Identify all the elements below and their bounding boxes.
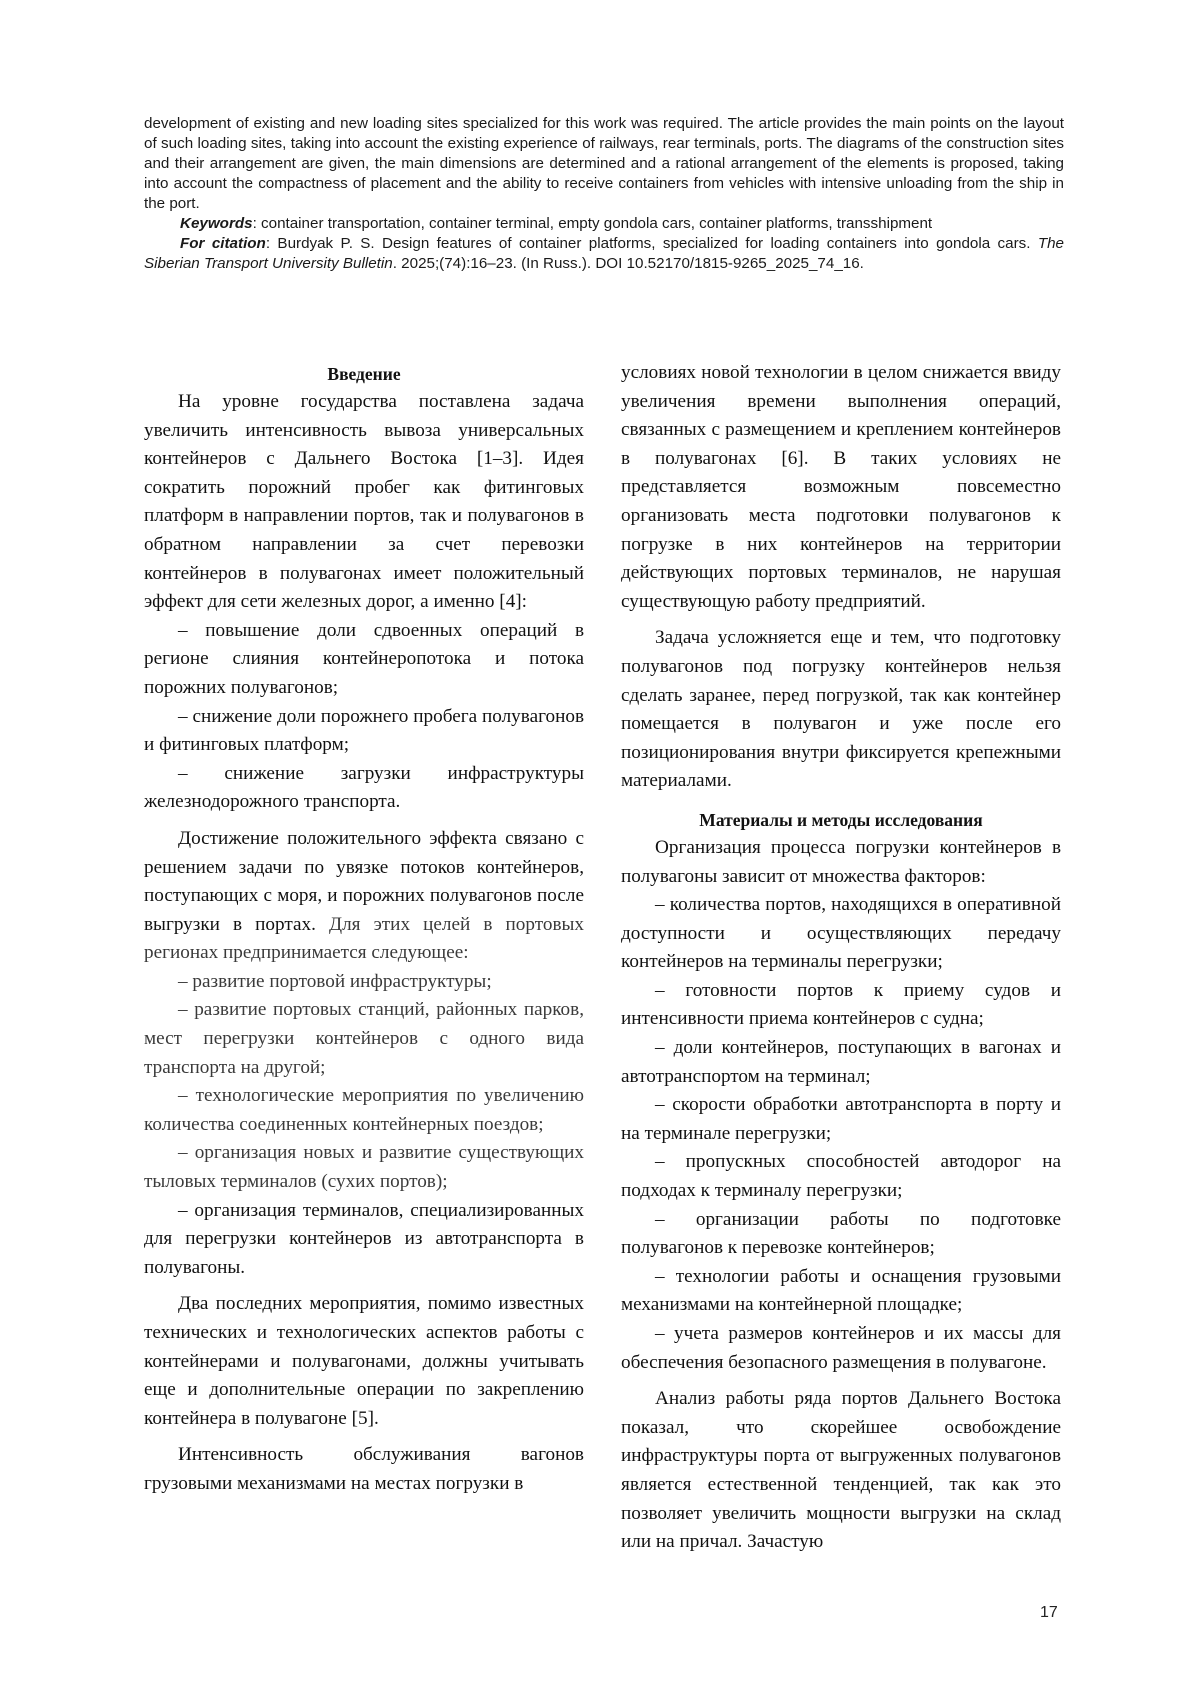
list-item: – снижение загрузки инфраструктуры железнодорожного транспорта. [144, 762, 584, 813]
abstract-tail: development of existing and new loading sites specialized for this work was required. The article provides the main points on the layout of such loading sites, taking into account the existing experience of railways, rear terminals, ports. The diagrams of the construction sites and their arrangement are given, the main dimensions are determined and a rational arrangement of the elements is proposed, taking into account the compactness of placement and the ability to receive containers from vehicles with intensive unloading from the ship in the port. [144, 115, 1064, 212]
paragraph: Анализ работы ряда портов Дальнего Востока показал, что скорейшее освобождение инфраструктуры порта от выгруженных полувагонов является естественной тенденцией, так как это позволяет увеличить мощности выгрузки на склад или на причал. Зачастую [621, 1388, 1061, 1553]
list-item: – технологические мероприятия по увеличению количества соединенных контейнерных поездов; [144, 1085, 584, 1135]
paragraph-part: Для этих целей в портовых регионах предпринимается следующее: [144, 913, 584, 964]
section-heading-methods: Материалы и методы исследования [699, 809, 983, 830]
list-item: – организация новых и развитие существующих тыловых терминалов (сухих портов); [144, 1142, 584, 1193]
page-number: 17 [1040, 1604, 1058, 1621]
paragraph: Организация процесса погрузки контейнеров в полувагоны зависит от множества факторов: [621, 836, 1061, 887]
list-item: – повышение доли сдвоенных операций в регионе слияния контейнеропотока и потока порожних полувагонов; [144, 619, 584, 698]
paragraph-part: Достижение положительного эффекта связано с решением задачи по увязке потоков контейнеров, поступающих с моря, и порожних полувагонов после выгрузки в портах. [144, 827, 584, 935]
list-item: – учета размеров контейнеров и их массы для обеспечения безопасного размещения в полувагоне. [621, 1323, 1061, 1373]
paragraph: условиях новой технологии в целом снижается ввиду увеличения времени выполнения операций, связанных с размещением и креплением контейнеров в полувагонах [6]. В таких условиях не представляется возможным повсеместно организовать места подготовки полувагонов к погрузке в них контейнеров на территории действующих портовых терминалов, не нарушая существующую работу предприятий. [621, 362, 1061, 612]
paragraph: Два последних мероприятия, помимо известных технических и технологических аспектов работы с контейнерами и полувагонами, должны учитывать еще и дополнительные операции по закреплению контейнера в полувагоне [5]. [144, 1293, 584, 1429]
list-item: – доли контейнеров, поступающих в вагонах и автотранспортом на терминал; [621, 1037, 1061, 1087]
list-item: – снижение доли порожнего пробега полувагонов и фитинговых платформ; [144, 705, 584, 756]
list-item: – пропускных способностей автодорог на подходах к терминалу перегрузки; [621, 1151, 1061, 1202]
citation-text-1: : Burdyak P. S. Design features of container platforms, specialized for loading containers into gondola cars. [265, 235, 1038, 252]
list-item: – организация терминалов, специализированных для перегрузки контейнеров из автотранспорта в полувагоны. [144, 1199, 584, 1278]
section-heading-intro: Введение [327, 364, 401, 384]
right-column [621, 359, 1061, 1557]
paragraph: На уровне государства поставлена задача увеличить интенсивность вывоза универсальных контейнеров с Дальнего Востока [1–3]. Идея сократить порожний пробег как фитинговых платформ в направлении портов, так и полувагонов в обратном направлении за счет перевозки контейнеров в полувагонах имеет положительный эффект для сети железных дорог, а именно [4]: [144, 391, 584, 613]
citation-line [144, 234, 1064, 274]
keywords-text: : container transportation, container terminal, empty gondola cars, container platforms, transshipment [252, 215, 933, 232]
list-item: – скорости обработки автотранспорта в порту и на терминале перегрузки; [621, 1094, 1061, 1144]
keywords-line [144, 214, 1064, 234]
citation-text-2: . 2025;(74):16–23. (In Russ.). DOI 10.52170/1815-9265_2025_74_16. [392, 255, 864, 272]
list-item: – развитие портовых станций, районных парков, мест перегрузки контейнеров с одного вида транспорта на другой; [144, 999, 584, 1078]
keywords-label: Keywords [180, 215, 253, 232]
paragraph: Задача усложняется еще и тем, что подготовку полувагонов под погрузку контейнеров нельзя сделать заранее, перед погрузкой, так как контейнер помещается в полувагон и уже после его позиционирования внутри фиксируется крепежными материалами. [621, 627, 1061, 792]
list-item: – готовности портов к приему судов и интенсивности приема контейнеров с судна; [621, 979, 1061, 1030]
paragraph [144, 825, 584, 968]
list-item: – развитие портовой инфраструктуры; [178, 970, 492, 992]
list-item: – технологии работы и оснащения грузовыми механизмами на контейнерной площадке; [621, 1265, 1061, 1316]
list-item: – организации работы по подготовке полувагонов к перевозке контейнеров; [621, 1208, 1061, 1259]
citation-label: For citation [180, 235, 266, 252]
list-item: – количества портов, находящихся в оперативной доступности и осуществляющих передачу контейнеров на терминалы перегрузки; [621, 894, 1061, 973]
citation-journal: The Siberian Transport University Bulletin [144, 235, 1064, 272]
left-column [144, 360, 584, 1499]
abstract-block [144, 114, 1064, 274]
paragraph: Интенсивность обслуживания вагонов грузовыми механизмами на местах погрузки в [144, 1444, 584, 1494]
